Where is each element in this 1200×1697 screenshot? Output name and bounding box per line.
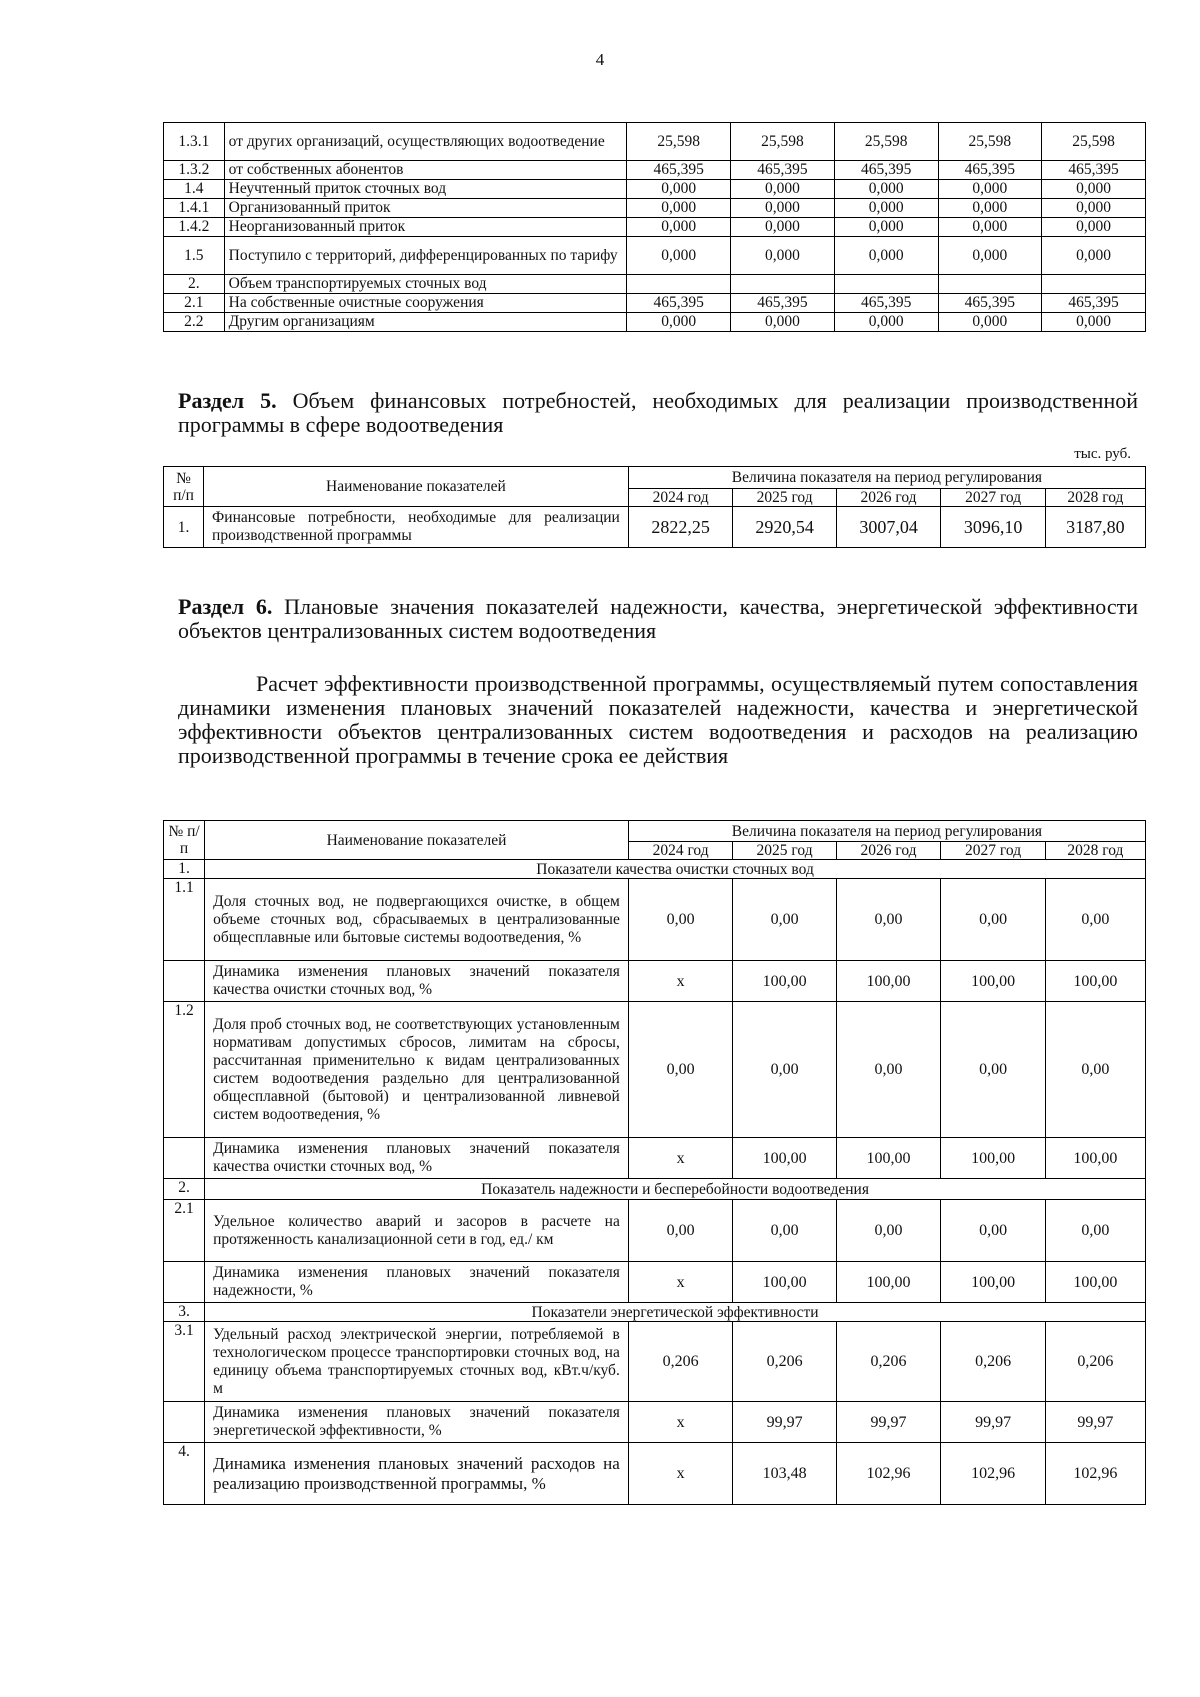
year-header: 2028 год [1045, 842, 1145, 860]
section-num: 1. [164, 860, 205, 879]
table-row [164, 237, 1146, 275]
row-value: 0,000 [1042, 199, 1146, 218]
row-name: Другим организациям [224, 313, 627, 332]
row-value: 99,97 [1045, 1402, 1145, 1443]
row-value: 0,00 [628, 879, 733, 961]
row-value: 0,000 [1042, 313, 1146, 332]
row-value [627, 275, 731, 294]
year-header: 2027 год [941, 842, 1046, 860]
row-value: 100,00 [941, 961, 1046, 1002]
row-value: 0,000 [731, 180, 835, 199]
year-header: 2027 год [941, 489, 1046, 507]
table-row [164, 961, 1146, 1002]
row-value: 0,00 [628, 1002, 733, 1138]
year-header: 2024 год [628, 842, 733, 860]
row-value: 0,000 [938, 199, 1042, 218]
table-row [164, 1138, 1146, 1179]
row-value: 465,395 [938, 161, 1042, 180]
row-name: от других организаций, осуществляющих водоотведение [224, 123, 627, 161]
row-value: 465,395 [731, 294, 835, 313]
section-title: Показатель надежности и бесперебойности водоотведения [205, 1179, 1146, 1200]
row-name: На собственные очистные сооружения [224, 294, 627, 313]
row-value: 100,00 [1045, 1262, 1145, 1303]
row-num: 2.1 [164, 1200, 205, 1262]
row-value: 0,000 [1042, 218, 1146, 237]
col-group-header: Величина показателя на период регулирования [628, 821, 1145, 842]
row-value: 0,00 [733, 879, 836, 961]
row-value: 0,000 [731, 199, 835, 218]
section-row [164, 860, 1146, 879]
year-header: 2026 год [836, 489, 941, 507]
table-row [164, 879, 1146, 961]
row-num: 1.2 [164, 1002, 205, 1138]
section-5-heading [178, 389, 1138, 437]
row-value: 0,000 [627, 199, 731, 218]
row-value: 465,395 [834, 161, 938, 180]
row-value: 0,206 [1045, 1322, 1145, 1402]
table-row [164, 1262, 1146, 1303]
row-value: 100,00 [836, 1138, 941, 1179]
row-name: Динамика изменения плановых значений показателя качества очистки сточных вод, % [205, 961, 629, 1002]
year-header: 2024 год [628, 489, 733, 507]
row-value: 465,395 [731, 161, 835, 180]
row-num [164, 1262, 205, 1303]
row-num [164, 1402, 205, 1443]
row-value: 0,00 [733, 1002, 836, 1138]
row-name: Неорганизованный приток [224, 218, 627, 237]
section-num: 2. [164, 1179, 205, 1200]
row-value: x [628, 961, 733, 1002]
col-group-header: Величина показателя на период регулирования [628, 467, 1145, 489]
table-row [164, 199, 1146, 218]
row-value: 99,97 [836, 1402, 941, 1443]
row-value: 0,00 [836, 1200, 941, 1262]
row-value [938, 275, 1042, 294]
paragraph-text: Расчет эффективности производственной программы, осуществляемый путем сопоставления динамики изменения плановых значений показателей надежности, качества и энергетической эффективности объектов централизованных систем водоотведения и расходов на реализацию производственной программы в течение срока ее действия [178, 671, 1138, 768]
row-value: 0,00 [941, 1200, 1046, 1262]
row-value: 3096,10 [941, 507, 1046, 548]
unit-label: тыс. руб. [1074, 446, 1131, 462]
col-num-header: № п/п [164, 467, 204, 507]
row-name: Неучтенный приток сточных вод [224, 180, 627, 199]
row-value: 0,000 [1042, 237, 1146, 275]
row-value: 0,00 [1045, 879, 1145, 961]
row-name: Доля сточных вод, не подвергающихся очистке, в общем объеме сточных вод, сбрасываемых в централизованные общесплавные или бытовые системы водоотведения, % [205, 879, 629, 961]
row-value: 100,00 [1045, 961, 1145, 1002]
section-5-title: Объем финансовых потребностей, необходимых для реализации производственной программы в сфере водоотведения [178, 388, 1138, 437]
row-num: 4. [164, 1443, 205, 1505]
row-value: 25,598 [731, 123, 835, 161]
section-row [164, 1179, 1146, 1200]
indicators-table [163, 820, 1146, 1505]
row-value: 465,395 [627, 294, 731, 313]
row-value [731, 275, 835, 294]
row-value: 0,00 [1045, 1002, 1145, 1138]
col-name-header: Наименование показателей [205, 821, 629, 860]
row-name: Доля проб сточных вод, не соответствующих установленным нормативам допустимых сбросов, лимитам на сбросы, рассчитанная применительно к видам централизованных систем водоотведения раздельно для централизованной общесплавной (бытовой) и централизованной ливневой систем водоотведения, % [205, 1002, 629, 1138]
row-name: Удельный расход электрической энергии, потребляемой в технологическом процессе транспортировки сточных вод, на единицу объема транспортируемых сточных вод, кВт.ч/куб. м [205, 1322, 629, 1402]
row-value: 100,00 [733, 1262, 836, 1303]
section-6-heading [178, 595, 1138, 643]
row-name: Динамика изменения плановых значений расходов на реализацию производственной программы, % [205, 1443, 629, 1505]
row-value: 100,00 [733, 1138, 836, 1179]
row-value: 25,598 [938, 123, 1042, 161]
row-value: 0,00 [733, 1200, 836, 1262]
row-value: 0,206 [836, 1322, 941, 1402]
table-row [164, 275, 1146, 294]
row-num: 1.4.2 [164, 218, 225, 237]
row-name: Организованный приток [224, 199, 627, 218]
row-name: Объем транспортируемых сточных вод [224, 275, 627, 294]
row-value: 465,395 [627, 161, 731, 180]
row-value: 103,48 [733, 1443, 836, 1505]
row-value: 25,598 [627, 123, 731, 161]
row-value: 0,00 [628, 1200, 733, 1262]
row-value: 0,00 [836, 879, 941, 961]
row-value: 465,395 [1042, 294, 1146, 313]
year-header: 2026 год [836, 842, 941, 860]
page-number: 4 [595, 50, 605, 69]
row-num [164, 1138, 205, 1179]
row-value: x [628, 1262, 733, 1303]
table-row [164, 1002, 1146, 1138]
row-value: 0,00 [941, 879, 1046, 961]
row-num: 2.2 [164, 313, 225, 332]
row-value: 2920,54 [733, 507, 836, 548]
row-value: 0,206 [733, 1322, 836, 1402]
row-num: 1.5 [164, 237, 225, 275]
row-value: 0,000 [938, 218, 1042, 237]
table-row [164, 161, 1146, 180]
row-value: 25,598 [834, 123, 938, 161]
row-value: 0,000 [834, 313, 938, 332]
row-value: 0,000 [834, 237, 938, 275]
row-num: 1.4 [164, 180, 225, 199]
section-6-label: Раздел 6. [178, 594, 273, 619]
year-header: 2025 год [733, 842, 836, 860]
row-name: Динамика изменения плановых значений показателя качества очистки сточных вод, % [205, 1138, 629, 1179]
row-value: 102,96 [836, 1443, 941, 1505]
table-row [164, 1322, 1146, 1402]
row-value: 0,000 [731, 313, 835, 332]
row-value: 0,000 [627, 237, 731, 275]
row-value: 100,00 [1045, 1138, 1145, 1179]
section-num: 3. [164, 1303, 205, 1322]
row-value: x [628, 1402, 733, 1443]
row-value: x [628, 1138, 733, 1179]
row-num: 1.3.1 [164, 123, 225, 161]
table-row [164, 294, 1146, 313]
table-row [164, 180, 1146, 199]
row-value: 0,000 [627, 313, 731, 332]
row-value: 0,00 [1045, 1200, 1145, 1262]
row-value: 99,97 [941, 1402, 1046, 1443]
row-value: 465,395 [1042, 161, 1146, 180]
table-row [164, 1443, 1146, 1505]
row-value: x [628, 1443, 733, 1505]
row-name: Динамика изменения плановых значений показателя надежности, % [205, 1262, 629, 1303]
row-value: 2822,25 [628, 507, 733, 548]
row-value: 25,598 [1042, 123, 1146, 161]
table-row [164, 123, 1146, 161]
wastewater-volume-table [163, 122, 1146, 332]
table-row [164, 1200, 1146, 1262]
row-value: 3007,04 [836, 507, 941, 548]
section-5-label: Раздел 5. [178, 388, 277, 413]
row-num: 1.4.1 [164, 199, 225, 218]
row-value: 0,000 [938, 180, 1042, 199]
row-num: 1.1 [164, 879, 205, 961]
row-num: 2.1 [164, 294, 225, 313]
row-value: 0,000 [938, 313, 1042, 332]
row-value: 0,000 [834, 199, 938, 218]
row-name: Динамика изменения плановых значений показателя энергетической эффективности, % [205, 1402, 629, 1443]
row-value: 465,395 [834, 294, 938, 313]
row-value: 0,000 [938, 237, 1042, 275]
section-6-paragraph [178, 672, 1138, 768]
row-value: 0,206 [941, 1322, 1046, 1402]
financial-needs-table [163, 466, 1146, 548]
year-header: 2028 год [1045, 489, 1145, 507]
section-6-title: Плановые значения показателей надежности, качества, энергетической эффективности объектов централизованных систем водоотведения [178, 594, 1138, 643]
row-value: 100,00 [941, 1262, 1046, 1303]
row-num: 1.3.2 [164, 161, 225, 180]
row-value: 465,395 [938, 294, 1042, 313]
table-row [164, 1402, 1146, 1443]
row-num [164, 961, 205, 1002]
section-title: Показатели качества очистки сточных вод [205, 860, 1146, 879]
row-name: Удельное количество аварий и засоров в расчете на протяженность канализационной сети в год, ед./ км [205, 1200, 629, 1262]
row-num: 1. [164, 507, 204, 548]
row-value [834, 275, 938, 294]
row-value: 0,000 [1042, 180, 1146, 199]
row-value: 0,00 [836, 1002, 941, 1138]
row-value: 0,000 [731, 237, 835, 275]
row-value: 0,000 [731, 218, 835, 237]
row-value: 0,000 [834, 218, 938, 237]
row-name: Финансовые потребности, необходимые для реализации производственной программы [204, 507, 629, 548]
section-title: Показатели энергетической эффективности [205, 1303, 1146, 1322]
row-value: 100,00 [836, 1262, 941, 1303]
row-name: Поступило с территорий, дифференцированных по тарифу [224, 237, 627, 275]
row-value [1042, 275, 1146, 294]
row-value: 99,97 [733, 1402, 836, 1443]
table-row [164, 218, 1146, 237]
col-name-header: Наименование показателей [204, 467, 629, 507]
row-value: 0,00 [941, 1002, 1046, 1138]
row-value: 100,00 [836, 961, 941, 1002]
row-name: от собственных абонентов [224, 161, 627, 180]
row-value: 0,000 [834, 180, 938, 199]
row-value: 0,206 [628, 1322, 733, 1402]
row-num: 3.1 [164, 1322, 205, 1402]
row-value: 3187,80 [1045, 507, 1145, 548]
row-value: 0,000 [627, 218, 731, 237]
row-value: 100,00 [941, 1138, 1046, 1179]
year-header: 2025 год [733, 489, 836, 507]
col-num-header: № п/п [164, 821, 205, 860]
row-value: 102,96 [1045, 1443, 1145, 1505]
table-row [164, 313, 1146, 332]
row-num: 2. [164, 275, 225, 294]
row-value: 0,000 [627, 180, 731, 199]
section-row [164, 1303, 1146, 1322]
row-value: 102,96 [941, 1443, 1046, 1505]
table-row [164, 507, 1146, 548]
row-value: 100,00 [733, 961, 836, 1002]
